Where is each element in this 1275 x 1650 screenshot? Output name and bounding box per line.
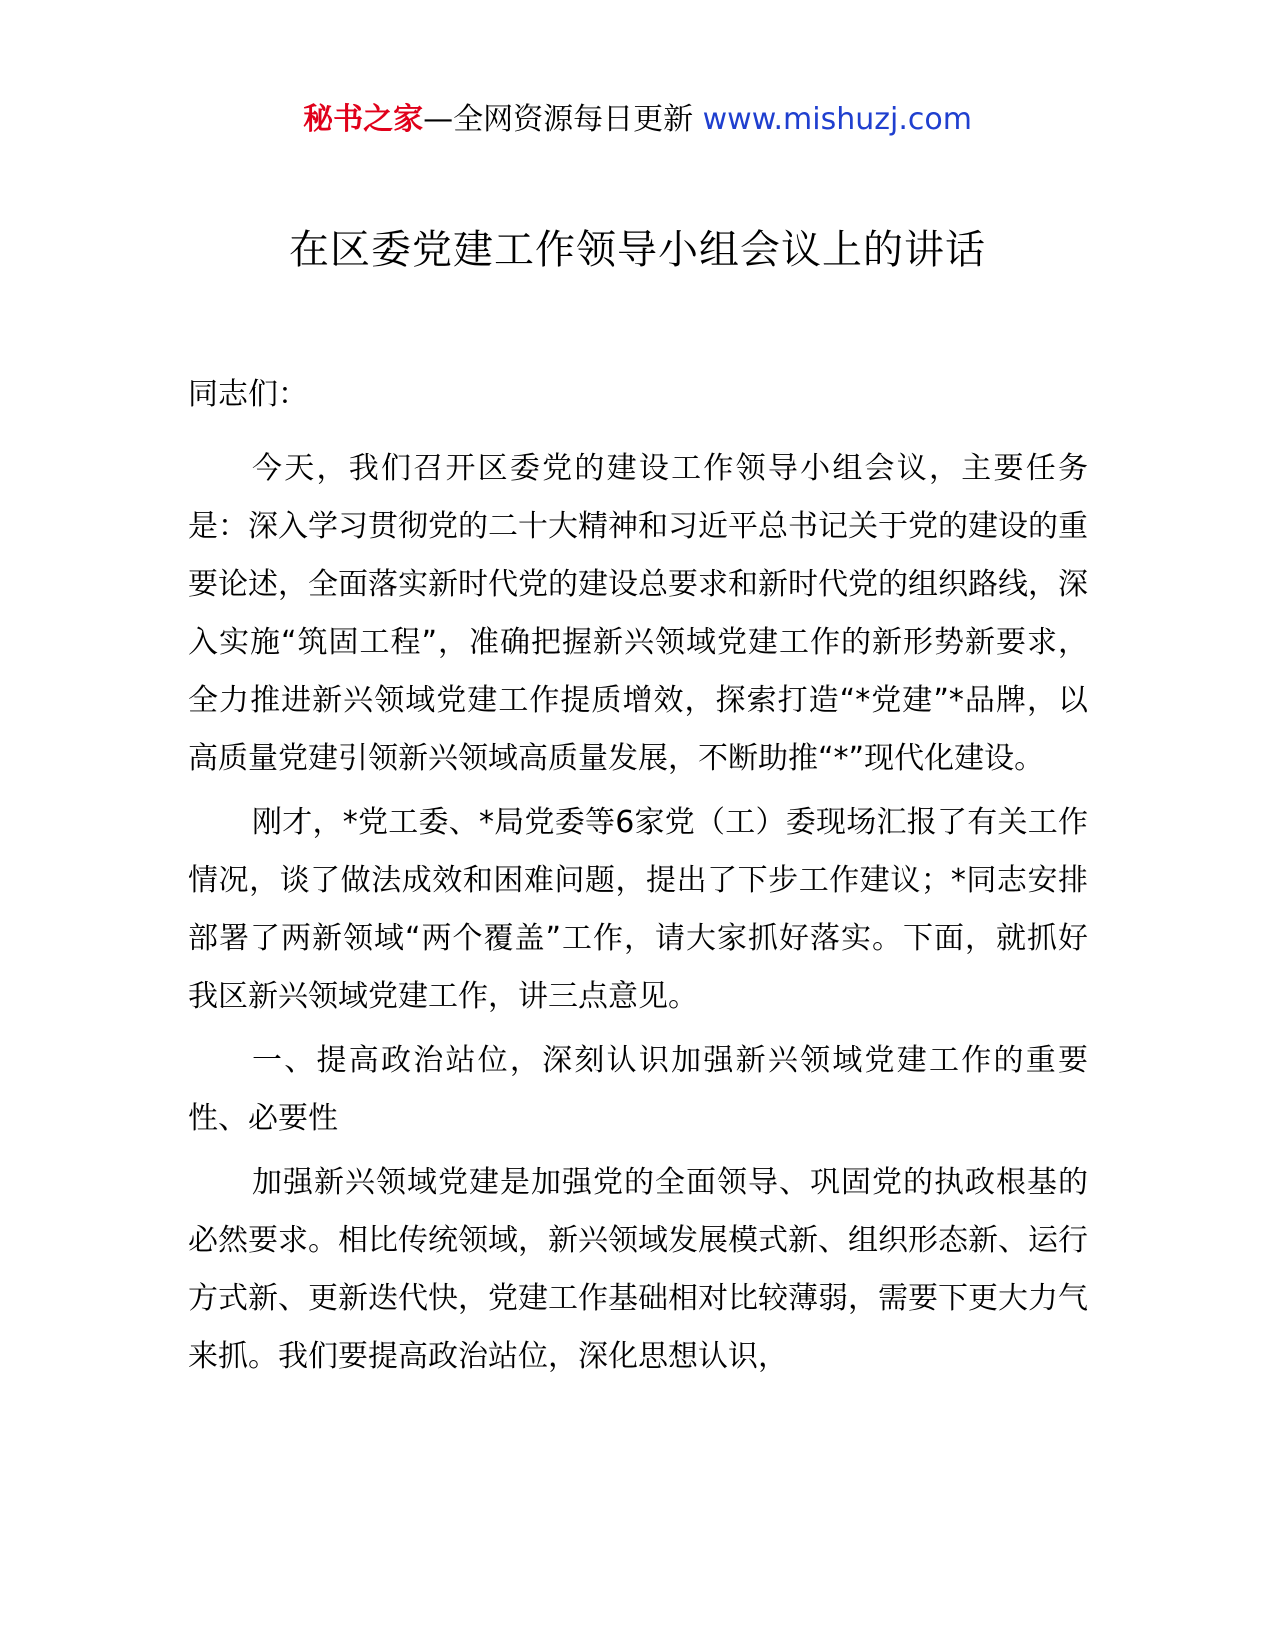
salutation: 同志们：: [188, 377, 308, 412]
site-header: [0, 100, 1275, 140]
paragraph-section-1: 加强新兴领域党建是加强党的全面领导、巩固党的执政根基的必然要求。相比传统领域，新兴领域发展模式新、组织形态新、运行方式新、更新迭代快，党建工作基础相对比较薄弱，需要下更大力气来抓。我们要提高政治站位，深化思想认识，: [188, 1165, 1088, 1374]
site-brand: 秘书之家: [303, 102, 424, 137]
document-body: [188, 366, 1088, 1386]
section-heading-1: 一、提高政治站位，深刻认识加强新兴领域党建工作的重要性、必要性: [188, 1043, 1088, 1136]
paragraph-opening: 今天，我们召开区委党的建设工作领导小组会议，主要任务是：深入学习贯彻党的二十大精神和习近平总书记关于党的建设的重要论述，全面落实新时代党的建设总要求和新时代党的组织路线，深入实施“筑固工程”，准确把握新兴领域党建工作的新形势新要求，全力推进新兴领域党建工作提质增效，探索打造“*党建”*品牌，以高质量党建引领新兴领域高质量发展，不断助推“*”现代化建设。: [188, 451, 1088, 776]
paragraph-reports: 刚才，*党工委、*局党委等6家党（工）委现场汇报了有关工作情况，谈了做法成效和困难问题，提出了下步工作建议；*同志安排部署了两新领域“两个覆盖”工作，请大家抓好落实。下面，就抓好我区新兴领域党建工作，讲三点意见。: [188, 805, 1088, 1014]
site-url-link[interactable]: www.mishuzj.com: [702, 102, 972, 137]
document-title: 在区委党建工作领导小组会议上的讲话: [289, 227, 986, 273]
site-tagline: —全网资源每日更新: [423, 102, 703, 137]
